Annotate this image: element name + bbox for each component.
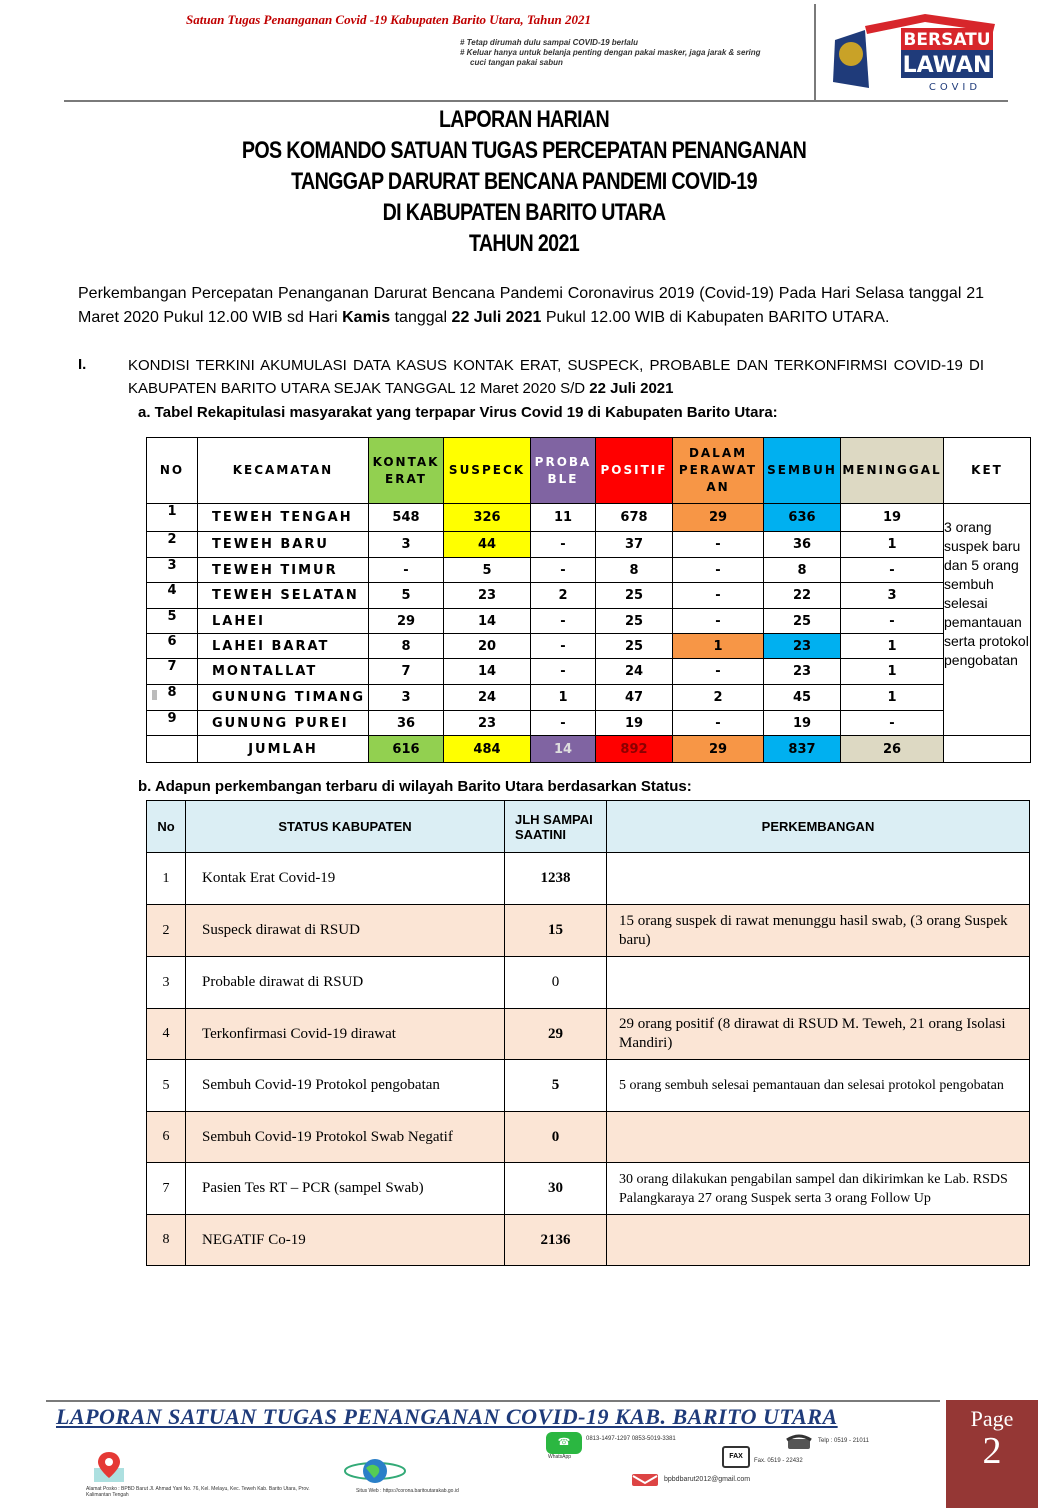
total-dalam-perawatan: 29: [673, 736, 764, 763]
cell-dalam-perawatan: -: [673, 659, 764, 685]
section-heading-text: KONDISI TERKINI AKUMULASI DATA KASUS KONTAK ERAT, SUSPECK, PROBABLE DAN TERKONFIRMSI COVID-19 DI KABUPATEN BARITO UTARA SEJAK TANGGAL 12 Maret 2020 S/D: [128, 357, 984, 397]
cell-kecamatan: LAHEI: [198, 609, 369, 634]
cell-no-empty: [147, 736, 198, 763]
cell-sembuh: 36: [764, 532, 841, 558]
cell-suspeck: 5: [444, 558, 531, 583]
cell-dalam-perawatan: -: [673, 609, 764, 634]
total-sembuh: 837: [764, 736, 841, 763]
cell-meninggal: 19: [841, 504, 944, 532]
cell-dalam-perawatan: -: [673, 711, 764, 736]
cell-no: 4: [147, 583, 198, 609]
cell-kontak-erat: 29: [369, 609, 444, 634]
cell-perkembangan: [607, 957, 1030, 1009]
table-row: [147, 504, 1031, 532]
whatsapp-icon: ☎: [546, 1432, 582, 1454]
cell-no: 7: [147, 659, 198, 685]
cell-no: 3: [147, 957, 186, 1009]
cell-status: Sembuh Covid-19 Protokol Swab Negatif: [186, 1112, 505, 1163]
page-label: Page: [970, 1406, 1014, 1431]
cell-jlh: 30: [505, 1163, 607, 1215]
cell-kecamatan: MONTALLAT: [198, 659, 369, 685]
cell-positif: 24: [596, 659, 673, 685]
cell-positif: 678: [596, 504, 673, 532]
status-table: [146, 800, 1030, 1266]
cell-suspeck: 20: [444, 634, 531, 659]
section-heading: [128, 354, 984, 400]
col-kecamatan: KECAMATAN: [198, 438, 369, 504]
table-row: [147, 905, 1030, 957]
cell-kontak-erat: 5: [369, 583, 444, 609]
cell-perkembangan: 29 orang positif (8 dirawat di RSUD M. Teweh, 21 orang Isolasi Mandiri): [607, 1009, 1030, 1060]
section-number: I.: [78, 356, 87, 373]
col-suspeck: SUSPECK: [444, 438, 531, 504]
header-note-3: cuci tangan pakai sabun: [470, 58, 563, 67]
cell-sembuh: 19: [764, 711, 841, 736]
cell-meninggal: 3: [841, 583, 944, 609]
cell-sembuh: 23: [764, 634, 841, 659]
situs-web: Situs Web : https://corona.baritoutarakab.go.id: [356, 1488, 459, 1494]
table-row: [147, 685, 1031, 711]
col-no: No: [147, 801, 186, 853]
cell-kecamatan: TEWEH TIMUR: [198, 558, 369, 583]
cell-suspeck: 14: [444, 609, 531, 634]
logo-text-covid: COVID: [928, 82, 982, 93]
cell-probable: 1: [531, 685, 596, 711]
cell-sembuh: 22: [764, 583, 841, 609]
cell-positif: 25: [596, 634, 673, 659]
cell-sembuh: 23: [764, 659, 841, 685]
globe-icon: [344, 1456, 406, 1486]
report-title: [94, 104, 953, 259]
table-row: [147, 711, 1031, 736]
cell-perkembangan: [607, 1112, 1030, 1163]
cell-meninggal: 1: [841, 634, 944, 659]
table-row: [147, 1009, 1030, 1060]
cell-kecamatan: GUNUNG TIMANG: [198, 685, 369, 711]
cell-kecamatan: GUNUNG PUREI: [198, 711, 369, 736]
cell-probable: -: [531, 711, 596, 736]
cell-positif: 47: [596, 685, 673, 711]
cell-no: 1: [147, 853, 186, 905]
report-title-line-3: TANGGAP DARURAT BENCANA PANDEMI COVID-19: [291, 168, 757, 195]
cell-no: 5: [147, 609, 198, 634]
cell-jlh: 5: [505, 1060, 607, 1112]
cell-positif: 25: [596, 583, 673, 609]
cell-jlh: 15: [505, 905, 607, 957]
cell-status: Probable dirawat di RSUD: [186, 957, 505, 1009]
footer-divider: [46, 1400, 940, 1402]
cell-suspeck: 24: [444, 685, 531, 711]
cell-kecamatan: TEWEH BARU: [198, 532, 369, 558]
cell-kontak-erat: 548: [369, 504, 444, 532]
cell-no: 7: [147, 1163, 186, 1215]
col-positif: POSITIF: [596, 438, 673, 504]
logo-text-bersatu: BERSATU: [903, 30, 991, 50]
table-row: [147, 583, 1031, 609]
cell-kontak-erat: -: [369, 558, 444, 583]
cell-ket-empty: [944, 736, 1031, 763]
table-row: [147, 1215, 1030, 1266]
row-marker: [152, 690, 157, 700]
cell-no: 3: [147, 558, 198, 583]
total-probable: 14: [531, 736, 596, 763]
cell-probable: -: [531, 532, 596, 558]
col-no: NO: [147, 438, 198, 504]
header-title: Satuan Tugas Penanganan Covid -19 Kabupaten Barito Utara, Tahun 2021: [186, 12, 592, 27]
total-row: [147, 736, 1031, 763]
intro-text-2: tanggal: [390, 309, 452, 326]
cell-jlh: 1238: [505, 853, 607, 905]
cell-no: 2: [147, 532, 198, 558]
cell-perkembangan: 5 orang sembuh selesai pemantauan dan selesai protokol pengobatan: [607, 1060, 1030, 1112]
cell-kecamatan: LAHEI BARAT: [198, 634, 369, 659]
table-row: [147, 1112, 1030, 1163]
cell-kontak-erat: 3: [369, 685, 444, 711]
cell-no: 2: [147, 905, 186, 957]
table-row: [147, 532, 1031, 558]
report-title-line-5: TAHUN 2021: [468, 230, 580, 257]
cell-meninggal: 1: [841, 532, 944, 558]
intro-day: Kamis: [342, 309, 391, 326]
telp-number: Telp : 0519 - 21011: [818, 1438, 869, 1444]
report-title-line-4: DI KABUPATEN BARITO UTARA: [382, 199, 666, 226]
footer-title: LAPORAN SATUAN TUGAS PENANGANAN COVID-19 KAB. BARITO UTARA: [56, 1404, 838, 1429]
cell-no: 5: [147, 1060, 186, 1112]
cell-dalam-perawatan: -: [673, 583, 764, 609]
cell-no: 4: [147, 1009, 186, 1060]
cell-sembuh: 8: [764, 558, 841, 583]
cell-status: NEGATIF Co-19: [186, 1215, 505, 1266]
cell-no: 8: [147, 685, 198, 711]
intro-date: 22 Juli 2021: [451, 309, 542, 326]
col-jlh: JLH SAMPAI SAATINI: [505, 801, 607, 853]
cell-suspeck: 23: [444, 583, 531, 609]
cell-perkembangan: 15 orang suspek di rawat menunggu hasil swab, (3 orang Suspek baru): [607, 905, 1030, 957]
cell-meninggal: 1: [841, 685, 944, 711]
cell-jlh: 0: [505, 957, 607, 1009]
cell-sembuh: 25: [764, 609, 841, 634]
intro-text-3: Pukul 12.00 WIB di Kabupaten BARITO UTARA.: [541, 309, 890, 326]
page-number: 2: [982, 1430, 1002, 1472]
header-divider-vertical: [814, 4, 816, 100]
cell-positif: 8: [596, 558, 673, 583]
map-pin-icon: [92, 1450, 126, 1484]
total-meninggal: 26: [841, 736, 944, 763]
cell-kontak-erat: 36: [369, 711, 444, 736]
report-title-line-1: LAPORAN HARIAN: [438, 106, 610, 133]
cell-dalam-perawatan: 1: [673, 634, 764, 659]
cell-kecamatan: TEWEH SELATAN: [198, 583, 369, 609]
fax-icon-label: FAX: [729, 1453, 743, 1460]
cell-status: Sembuh Covid-19 Protokol pengobatan: [186, 1060, 505, 1112]
total-positif: 892: [596, 736, 673, 763]
whatsapp-numbers: 0813-1497-1297 0853-5019-3381: [586, 1436, 676, 1442]
report-title-line-2: POS KOMANDO SATUAN TUGAS PERCEPATAN PENANGANAN: [241, 137, 807, 164]
cell-suspeck: 326: [444, 504, 531, 532]
cell-dalam-perawatan: 2: [673, 685, 764, 711]
col-ket: KET: [944, 438, 1031, 504]
cell-sembuh: 636: [764, 504, 841, 532]
page-indicator: [946, 1400, 1038, 1508]
cell-positif: 25: [596, 609, 673, 634]
cell-meninggal: -: [841, 558, 944, 583]
cell-probable: -: [531, 558, 596, 583]
cell-status: Terkonfirmasi Covid-19 dirawat: [186, 1009, 505, 1060]
table-row: [147, 634, 1031, 659]
bersatu-lawan-covid-logo: [825, 10, 1003, 96]
table-row: [147, 957, 1030, 1009]
col-meninggal: MENINGGAL: [841, 438, 944, 504]
col-perkembangan: PERKEMBANGAN: [607, 801, 1030, 853]
cell-perkembangan: [607, 853, 1030, 905]
cell-status: Kontak Erat Covid-19: [186, 853, 505, 905]
header-divider: [64, 100, 1008, 102]
cell-dalam-perawatan: -: [673, 532, 764, 558]
section-heading-date: 22 Juli 2021: [589, 380, 674, 397]
header-notes: [460, 38, 761, 68]
col-status: STATUS KABUPATEN: [186, 801, 505, 853]
cell-probable: -: [531, 609, 596, 634]
cell-suspeck: 14: [444, 659, 531, 685]
cell-jlh: 29: [505, 1009, 607, 1060]
col-probable: PROBA BLE: [531, 438, 596, 504]
cell-suspeck: 44: [444, 532, 531, 558]
cell-status: Pasien Tes RT – PCR (sampel Swab): [186, 1163, 505, 1215]
whatsapp-label: WhatsApp: [548, 1454, 572, 1460]
cell-perkembangan: [607, 1215, 1030, 1266]
cell-no: 9: [147, 711, 198, 736]
cell-kontak-erat: 3: [369, 532, 444, 558]
cell-meninggal: 1: [841, 659, 944, 685]
cell-probable: 2: [531, 583, 596, 609]
cell-jlh: 0: [505, 1112, 607, 1163]
cell-probable: 11: [531, 504, 596, 532]
cell-probable: -: [531, 634, 596, 659]
total-kontak-erat: 616: [369, 736, 444, 763]
subheading-b: b. Adapun perkembangan terbaru di wilayah Barito Utara berdasarkan Status:: [138, 778, 692, 795]
cell-positif: 37: [596, 532, 673, 558]
cell-no: 6: [147, 634, 198, 659]
total-label: JUMLAH: [198, 736, 369, 763]
intro-text-1: Perkembangan Percepatan Penanganan Darurat Bencana Pandemi Coronavirus 2019 (Covid-19) Pada Hari Selasa tanggal 21 Maret 2020 Pukul 12.00 WIB sd Hari: [78, 285, 984, 326]
alamat-posko: Alamat Posko : BPBD Barut Jl. Ahmad Yani No. 76, Kel. Melayu, Kec. Teweh Kab. Barito Utara, Prov. Kalimantan Tengah: [86, 1486, 310, 1498]
gmail-icon: [632, 1474, 658, 1486]
cell-no: 8: [147, 1215, 186, 1266]
cell-no: 1: [147, 504, 198, 532]
header-note-1: # Tetap dirumah dulu sampai COVID-19 berlalu: [460, 38, 638, 47]
fax-number: Fax. 0519 - 22432: [754, 1458, 803, 1464]
table-row: [147, 609, 1031, 634]
cell-jlh: 2136: [505, 1215, 607, 1266]
cell-kecamatan: TEWEH TENGAH: [198, 504, 369, 532]
table-row: [147, 659, 1031, 685]
cell-perkembangan: 30 orang dilakukan pengabilan sampel dan dikirimkan ke Lab. RSDS Palangkaraya 27 orang Suspek serta 3 orang Follow Up: [607, 1163, 1030, 1215]
cell-sembuh: 45: [764, 685, 841, 711]
fax-icon: [722, 1446, 750, 1468]
logo-text-lawan: LAWAN: [902, 53, 992, 78]
intro-paragraph: [78, 282, 984, 330]
email-address: bpbdbarut2012@gmail.com: [664, 1476, 751, 1483]
recap-table: [146, 437, 1031, 763]
cell-meninggal: -: [841, 711, 944, 736]
table-row: [147, 1060, 1030, 1112]
cell-no: 6: [147, 1112, 186, 1163]
cell-dalam-perawatan: -: [673, 558, 764, 583]
col-kontak-erat: KONTAK ERAT: [369, 438, 444, 504]
cell-suspeck: 23: [444, 711, 531, 736]
cell-kontak-erat: 7: [369, 659, 444, 685]
cell-dalam-perawatan: 29: [673, 504, 764, 532]
total-suspeck: 484: [444, 736, 531, 763]
cell-kontak-erat: 8: [369, 634, 444, 659]
table-row: [147, 1163, 1030, 1215]
cell-status: Suspeck dirawat di RSUD: [186, 905, 505, 957]
cell-meninggal: -: [841, 609, 944, 634]
cell-probable: -: [531, 659, 596, 685]
telephone-icon: [786, 1434, 812, 1450]
cell-positif: 19: [596, 711, 673, 736]
subheading-a: a. Tabel Rekapitulasi masyarakat yang terpapar Virus Covid 19 di Kabupaten Barito Utara:: [138, 404, 778, 421]
table-row: [147, 853, 1030, 905]
table-row: [147, 558, 1031, 583]
header-note-2: # Keluar hanya untuk belanja penting dengan pakai masker, jaga jarak & sering: [460, 48, 761, 57]
col-dalam-perawatan: DALAM PERAWAT AN: [673, 438, 764, 504]
col-sembuh: SEMBUH: [764, 438, 841, 504]
cell-ket: 3 orang suspek baru dan 5 orang sembuh selesai pemantauan serta protokol pengobatan: [944, 504, 1031, 736]
